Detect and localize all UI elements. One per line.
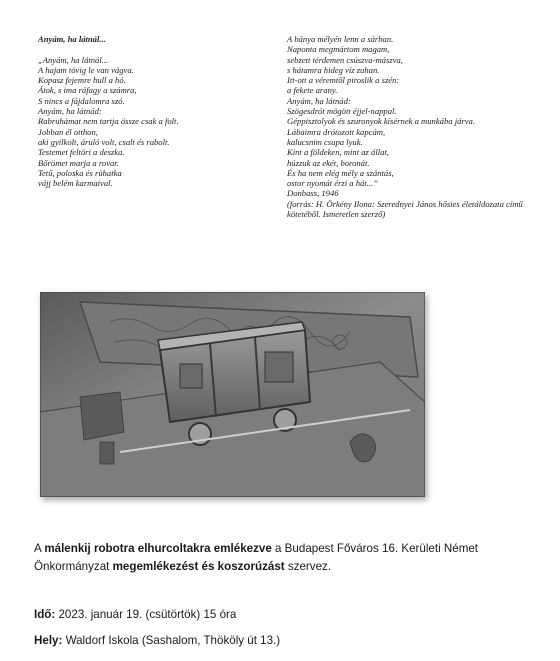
poem-line: Donbass, 1946 xyxy=(287,188,339,199)
poem-line: Testemet feltöri a deszka. xyxy=(38,147,125,158)
poem-line: Anyám, ha látnád: xyxy=(287,95,351,106)
poem-right-column xyxy=(287,34,527,219)
poem-line: s hátamra hideg víz zuhan. xyxy=(287,64,380,75)
poem-line: „Anyám, ha látnál... xyxy=(38,54,109,65)
poem-line: Kint a földeken, mint az állat, xyxy=(287,147,389,158)
event-place-label: Hely: xyxy=(34,634,63,647)
poem-line: vájj belém karmaival. xyxy=(38,178,113,189)
poem-line: Anyám, ha látnád: xyxy=(38,106,102,117)
announcement-text: a Budapest Főváros 16. Kerületi Német Önkormányzat xyxy=(34,542,479,573)
announcement-text: A xyxy=(34,542,45,555)
poem-line: Tetű, poloska és rühatka xyxy=(38,167,122,178)
event-place-value: Waldorf Iskola (Sashalom, Thököly út 13.) xyxy=(62,634,281,647)
memorial-relief-photo xyxy=(40,292,425,497)
event-date xyxy=(34,607,236,623)
poem-line: És ha nem elég mély a szántás, xyxy=(287,167,394,178)
poem-line: Lábaimra drótozott kapcám, xyxy=(287,126,386,137)
poem-spacer xyxy=(38,44,258,54)
poem-line: Átok, s ima ráfagy a számra, xyxy=(38,85,137,96)
announcement-emphasis: málenkij robotra elhurcoltakra emlékezve xyxy=(44,542,272,555)
relief-illustration xyxy=(40,292,425,497)
poem-line: Kopasz fejemre hull a hó. xyxy=(38,75,126,86)
poem-left-column xyxy=(38,34,258,188)
event-date-label: Idő: xyxy=(34,608,56,621)
poem-line: aki gyilkolt, áruló volt, csalt és rabolt. xyxy=(38,136,170,147)
poem-line: Rabruhámat nem tartja össze csak a folt. xyxy=(38,116,179,127)
poem-line: Jobban él otthon, xyxy=(38,126,98,137)
poem-line: Szögesdrót mögött éjjel-nappal. xyxy=(287,106,397,117)
poem-line: S nincs a fájdalomra szó. xyxy=(38,95,125,106)
poem-title: Anyám, ha látnál... xyxy=(38,34,106,44)
poem-line: Naponta megmártom magam, xyxy=(287,44,390,55)
poem-line: Géppisztolyok és szuronyok kísérnek a munkába járva. xyxy=(287,116,475,127)
poem-line: A hajam tövig le van vágva. xyxy=(38,64,134,75)
event-date-value: 2023. január 19. (csütörtök) 15 óra xyxy=(55,608,237,621)
poem-line: kalucsnim csupa lyuk. xyxy=(287,136,363,147)
poem-line: húzzuk az ekét, boronát. xyxy=(287,157,370,168)
poem-source: (forrás: H. Örkény Ilona: Szerednyei János hősies életáldozata című kötetéből. Ismeretlen szerző) xyxy=(287,198,523,220)
event-place xyxy=(34,633,280,649)
poem-line: sebzett térdemen csúszva-mászva, xyxy=(287,54,403,65)
poem-line: Itt-ott a véremtől piroslik a szén: xyxy=(287,75,400,86)
poem-line: A bánya mélyén lenn a sárban. xyxy=(287,34,394,44)
poem-line: ostor nyomát érzi a hát...” xyxy=(287,178,378,189)
announcement-paragraph xyxy=(34,540,534,576)
announcement-emphasis: megemlékezést és koszorúzást xyxy=(112,560,285,573)
poem-line: Bőrömet marja a rovar. xyxy=(38,157,119,168)
announcement-text: szervez. xyxy=(284,560,332,573)
poem-line: a fekete arany. xyxy=(287,85,338,96)
